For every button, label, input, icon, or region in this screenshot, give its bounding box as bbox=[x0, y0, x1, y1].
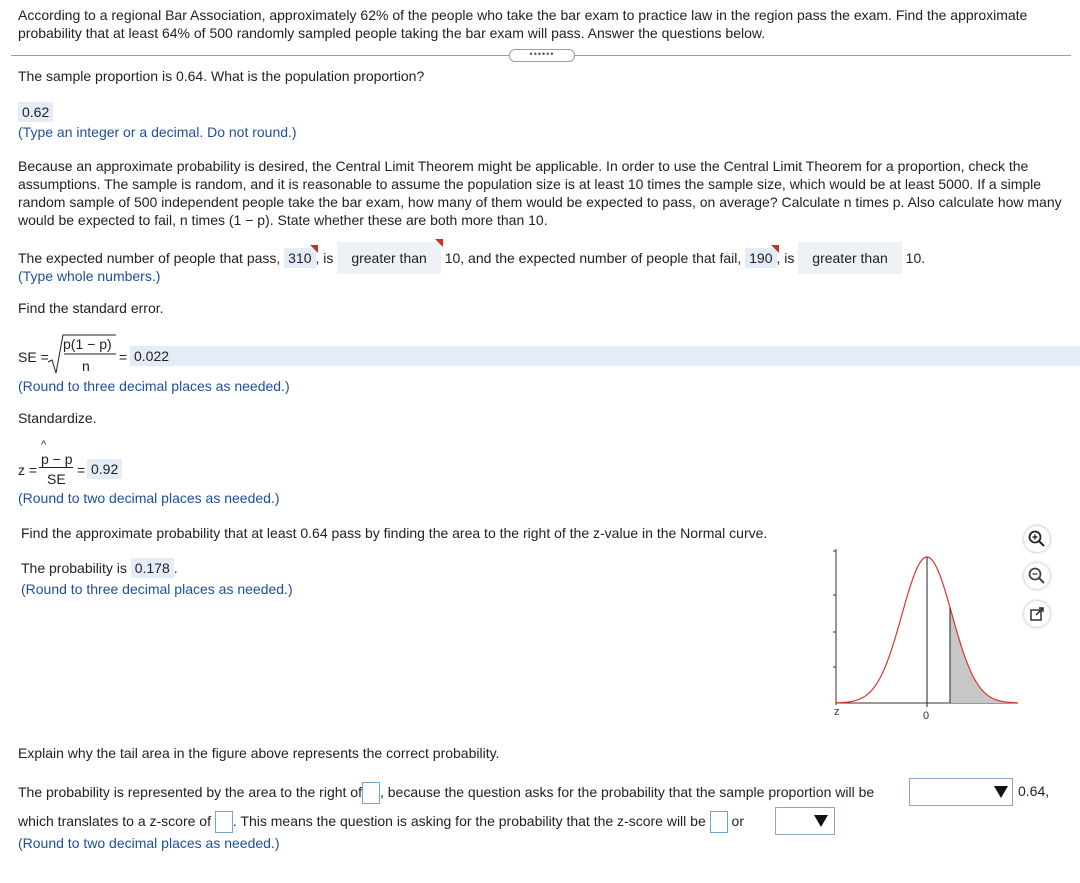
expected-fail-answer[interactable]: 190 bbox=[745, 248, 776, 268]
standardize-prompt: Standardize. bbox=[18, 410, 97, 426]
z-equals: = bbox=[77, 462, 86, 478]
se-equals: = bbox=[119, 349, 128, 365]
expected-pass-is: , is bbox=[315, 250, 334, 266]
se-hint: (Round to three decimal places as needed.) bbox=[18, 378, 290, 394]
explain-text-5: . This means the question is asking for the probability that the z-score will be bbox=[232, 813, 706, 829]
probability-hint: (Round to three decimal places as needed.) bbox=[21, 581, 293, 597]
area-right-of-input[interactable] bbox=[362, 782, 380, 804]
popout-icon bbox=[1024, 601, 1050, 627]
whole-numbers-hint: (Type whole numbers.) bbox=[18, 268, 161, 284]
expected-pass-text: The expected number of people that pass, bbox=[18, 250, 281, 266]
z-numerator: p − p bbox=[41, 451, 73, 467]
probability-period: . bbox=[173, 560, 178, 576]
probability-line bbox=[21, 557, 178, 579]
popout-button[interactable] bbox=[1024, 601, 1050, 627]
explain-text-1: The probability is represented by the area to the right of bbox=[18, 784, 362, 800]
se-denominator: n bbox=[82, 358, 90, 374]
expected-fail-is: , is bbox=[776, 250, 795, 266]
expand-button[interactable]: •••••• bbox=[509, 49, 575, 62]
population-proportion-question: The sample proportion is 0.64. What is the population proportion? bbox=[18, 68, 425, 84]
expected-end-text: 10. bbox=[905, 250, 926, 266]
expected-fail-text: 10, and the expected number of people that fail, bbox=[444, 250, 742, 266]
population-proportion-hint: (Type an integer or a decimal. Do not round.) bbox=[18, 124, 297, 140]
zoom-in-button[interactable] bbox=[1024, 526, 1050, 552]
probability-answer[interactable]: 0.178 bbox=[131, 558, 174, 578]
comparison-dropdown-pass[interactable]: greater than bbox=[337, 242, 441, 274]
z-hint: (Round to two decimal places as needed.) bbox=[18, 490, 280, 506]
normal-curve-figure bbox=[826, 545, 1026, 725]
explain-text-4: which translates to a z-score of bbox=[18, 813, 211, 829]
dropdown-arrow-icon bbox=[814, 815, 828, 827]
clt-paragraph: Because an approximate probability is desired, the Central Limit Theorem might be applicable. In order to use the Central Limit Theorem for a proportion, check the assumptions. The sample is random, and it is reasonable to assume the population size is at least 10 times the sample size, which would be at least 5000. If a simple random sample of 500 independent people take the bar exam, how many of them would be expected to pass, on average? Calculate n times p. Also calculate how many would be expected to fail, n times (1 − p). State whether these are both more than 10. bbox=[18, 158, 1062, 228]
z-axis-label: z bbox=[834, 706, 840, 718]
zoom-out-icon bbox=[1024, 563, 1050, 589]
explain-prompt: Explain why the tail area in the figure above represents the correct probability. bbox=[18, 745, 500, 761]
z-denominator: SE bbox=[47, 471, 66, 487]
explain-text-3: 0.64, bbox=[1018, 783, 1050, 799]
explain-hint: (Round to two decimal places as needed.) bbox=[18, 835, 280, 851]
dropdown-arrow-icon bbox=[994, 786, 1008, 798]
z-fraction-bar bbox=[39, 467, 73, 468]
problem-line-1: According to a regional Bar Association, approximately 62% of the people who take the bar exam to practice law in the region pass the exam. Find the approximate bbox=[18, 7, 1028, 23]
explain-line-2 bbox=[18, 810, 744, 833]
z-bound-input[interactable] bbox=[710, 811, 728, 833]
se-numerator: p(1 − p) bbox=[63, 336, 112, 352]
z-answer[interactable]: 0.92 bbox=[87, 459, 122, 479]
explain-line-1 bbox=[18, 781, 874, 804]
zero-axis-label: 0 bbox=[923, 710, 930, 722]
population-proportion-answer[interactable]: 0.62 bbox=[18, 102, 53, 122]
tail-area bbox=[950, 607, 1017, 703]
explain-text-2: , because the question asks for the probability that the sample proportion will be bbox=[379, 784, 875, 800]
expected-pass-answer[interactable]: 310 bbox=[284, 248, 315, 268]
probability-text: The probability is bbox=[21, 560, 127, 576]
problem-line-2: probability that at least 64% of 500 randomly sampled people taking the bar exam will pass. Answer the questions below. bbox=[18, 25, 766, 41]
se-label: SE = bbox=[18, 349, 49, 365]
comparison-dropdown-fail[interactable]: greater than bbox=[798, 242, 902, 274]
standard-error-prompt: Find the standard error. bbox=[18, 300, 164, 316]
z-label: z = bbox=[18, 462, 38, 478]
comparison-select-1[interactable] bbox=[909, 778, 1013, 806]
z-score-input[interactable] bbox=[215, 811, 233, 833]
explain-text-6: or bbox=[731, 813, 744, 829]
zoom-out-button[interactable] bbox=[1024, 563, 1050, 589]
probability-instruction: Find the approximate probability that at least 0.64 pass by finding the area to the right of the z-value in the Normal curve. bbox=[21, 525, 768, 541]
y-axis bbox=[833, 549, 836, 705]
zoom-in-icon bbox=[1024, 526, 1050, 552]
p-hat-symbol: ^ bbox=[41, 439, 47, 451]
comparison-select-2[interactable] bbox=[775, 807, 835, 835]
se-answer[interactable]: 0.022 bbox=[130, 346, 1080, 366]
